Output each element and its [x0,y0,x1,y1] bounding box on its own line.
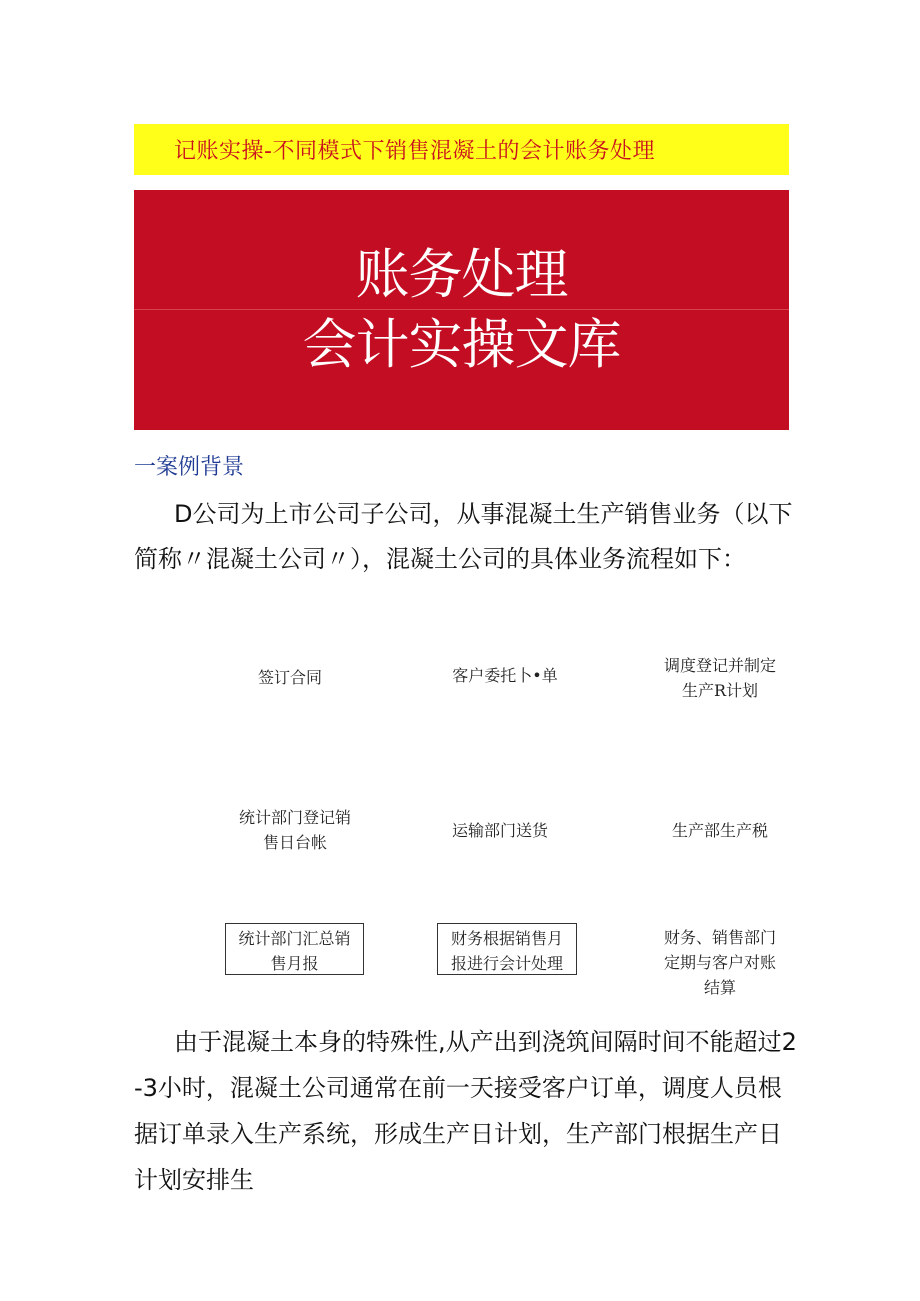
title-line-2: 会计实操文库 [302,313,621,376]
flow-step-dispatch-plan [645,653,795,703]
flow-step-monthly-report [225,923,364,975]
title-divider [134,309,789,310]
title-banner [134,190,789,430]
flow-step-sign-contract [230,665,350,690]
flow-step-label: 售月报 [270,954,319,973]
intro-paragraph: D公司为上市公司子公司，从事混凝土生产销售业务（以下简称〃混凝土公司〃），混凝土公司的具体业务流程如下： [134,500,793,573]
detail-paragraph: 由于混凝土本身的特殊性,从产出到浇筑间隔时间不能超过2-3小时，混凝土公司通常在前一天接受客户订单，调度人员根据订单录入生产系统，形成生产日计划，生产部门根据生产日计划安排生 [134,1028,797,1194]
flow-step-label: 生产R计划 [681,681,759,700]
flow-step-label: 财务根据销售月 [450,929,563,948]
flow-step-accounting [437,923,577,975]
flow-step-label: 生产部生产税 [671,821,768,840]
flow-step-label: 运输部门送货 [451,821,548,840]
flow-step-label: 签订合同 [257,668,322,687]
title-line-1: 账务处理 [355,243,568,306]
flow-step-label: 统计部门登记销 [238,808,351,827]
flow-step-label: 统计部门汇总销 [238,929,351,948]
section-heading: 一案例背景 [134,455,245,480]
flow-step-delivery [430,818,570,843]
flow-step-label: 结算 [703,978,736,997]
flow-step-production [650,818,790,843]
flow-step-label: 报进行会计处理 [450,954,563,973]
flow-step-label: 财务、销售部门 [663,928,776,947]
top-banner [134,124,789,175]
flow-step-label: 客户委托卜•单 [452,666,558,685]
flow-step-label: 定期与客户对账 [663,953,776,972]
top-banner-text: 记账实操-不同模式下销售混凝土的会计账务处理 [174,139,655,164]
flow-step-customer-order [435,663,575,688]
flow-step-reconciliation [645,925,795,1000]
flow-step-label: 调度登记并制定 [663,656,776,675]
flow-step-label: 售日台帐 [262,833,327,852]
flow-step-daily-ledger [220,805,370,855]
